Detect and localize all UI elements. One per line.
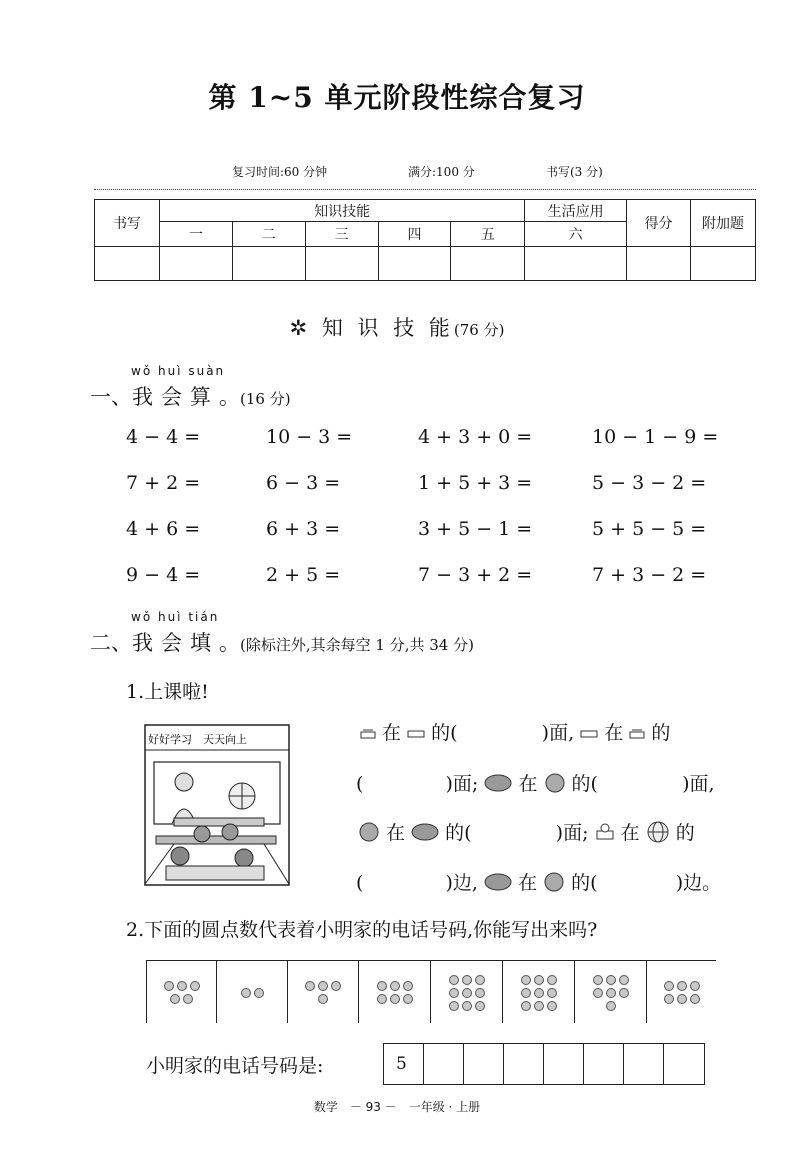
page-footer: 数学 － 93 － 一年级 · 上册 bbox=[313, 1100, 481, 1114]
dot-group bbox=[287, 961, 359, 1023]
dot bbox=[377, 994, 387, 1004]
dot bbox=[190, 981, 200, 991]
header-life: 生活应用 bbox=[525, 200, 627, 222]
q1-word: 我会算 bbox=[132, 385, 219, 409]
score-cell[interactable] bbox=[691, 246, 756, 280]
arithmetic-problem: 1 + 5 + 3 = bbox=[418, 472, 533, 494]
col-6: 六 bbox=[525, 222, 627, 246]
student-icon bbox=[544, 773, 566, 798]
student-icon bbox=[358, 822, 380, 847]
q1-number: 一、 bbox=[90, 385, 132, 409]
dot bbox=[606, 988, 616, 998]
section-name: 知 识 技 能 bbox=[321, 316, 454, 340]
score-cell[interactable] bbox=[627, 246, 691, 280]
dot bbox=[183, 994, 193, 1004]
dot-group bbox=[574, 961, 647, 1023]
dot bbox=[521, 1001, 531, 1011]
text-de: 的( bbox=[571, 773, 598, 795]
text-de: 的( bbox=[571, 872, 598, 894]
dot bbox=[449, 988, 459, 998]
dot bbox=[547, 988, 557, 998]
dot bbox=[449, 1001, 459, 1011]
text-zai: 在 bbox=[382, 722, 402, 744]
col-4: 四 bbox=[378, 222, 451, 246]
fill-line-1 bbox=[360, 718, 670, 745]
header-writing: 书写 bbox=[95, 200, 160, 247]
text-de: 的 bbox=[651, 722, 671, 744]
dot bbox=[475, 1001, 485, 1011]
flower-icon: ✲ bbox=[289, 316, 312, 340]
score-cell[interactable] bbox=[232, 246, 305, 280]
q2-points: (除标注外,其余每空 1 分,共 34 分) bbox=[240, 636, 474, 654]
writing-score: 书写(3 分) bbox=[546, 165, 603, 179]
dot bbox=[177, 981, 187, 991]
text-de: 的( bbox=[431, 722, 458, 744]
student-group-icon bbox=[484, 774, 512, 797]
dot bbox=[241, 988, 251, 998]
dot-group bbox=[216, 961, 288, 1023]
header-extra: 附加题 bbox=[691, 200, 756, 247]
dot bbox=[690, 981, 700, 991]
phone-digit-box[interactable] bbox=[544, 1044, 584, 1084]
dot-digit-strip bbox=[146, 960, 716, 1023]
text-bian: )边, bbox=[445, 872, 478, 894]
dot bbox=[475, 988, 485, 998]
text-zai: 在 bbox=[604, 722, 624, 744]
fill-line-2 bbox=[356, 769, 715, 798]
text-paren: ( bbox=[356, 773, 364, 795]
arithmetic-problem: 5 + 5 − 5 = bbox=[592, 518, 707, 540]
phone-digit-box[interactable] bbox=[424, 1044, 464, 1084]
text-mian: )面; bbox=[555, 822, 589, 844]
dot bbox=[377, 981, 387, 991]
arithmetic-problem: 4 − 4 = bbox=[126, 426, 201, 448]
dot bbox=[318, 981, 328, 991]
arithmetic-problem: 9 − 4 = bbox=[126, 564, 201, 586]
score-cell[interactable] bbox=[378, 246, 451, 280]
dotted-divider bbox=[94, 189, 756, 190]
arithmetic-problem: 7 − 3 + 2 = bbox=[418, 564, 533, 586]
score-cell[interactable] bbox=[305, 246, 378, 280]
dot bbox=[547, 975, 557, 985]
dot bbox=[403, 981, 413, 991]
dot bbox=[390, 994, 400, 1004]
dot-group bbox=[646, 961, 717, 1023]
dot bbox=[521, 988, 531, 998]
full-score: 满分:100 分 bbox=[408, 165, 475, 179]
text-zai: 在 bbox=[518, 872, 538, 894]
dot bbox=[677, 994, 687, 1004]
arithmetic-problem: 4 + 3 + 0 = bbox=[418, 426, 533, 448]
student-icon bbox=[543, 872, 565, 897]
arithmetic-problem: 7 + 2 = bbox=[126, 472, 201, 494]
dot-group bbox=[358, 961, 431, 1023]
dot bbox=[462, 988, 472, 998]
fill-line-3 bbox=[358, 818, 695, 849]
dot bbox=[534, 1001, 544, 1011]
col-2: 二 bbox=[232, 222, 305, 246]
fill-line-4 bbox=[356, 868, 721, 897]
col-1: 一 bbox=[159, 222, 232, 246]
review-time: 复习时间:60 分钟 bbox=[232, 165, 328, 179]
q2-heading bbox=[90, 627, 474, 657]
classroom-illustration bbox=[144, 724, 290, 886]
phone-digit-box[interactable]: 5 bbox=[384, 1044, 424, 1084]
phone-digit-box[interactable] bbox=[464, 1044, 504, 1084]
page-title: 第 1~5 单元阶段性综合复习 bbox=[208, 81, 586, 114]
dot bbox=[318, 994, 328, 1004]
arithmetic-problem: 3 + 5 − 1 = bbox=[418, 518, 533, 540]
dot-group bbox=[502, 961, 575, 1023]
phone-label: 小明家的电话号码是: bbox=[146, 1055, 324, 1077]
dot bbox=[254, 988, 264, 998]
q2-word: 我会填 bbox=[132, 631, 219, 655]
dot bbox=[619, 988, 629, 998]
q1-pinyin: wǒ huì suàn bbox=[131, 364, 226, 378]
desk-icon bbox=[580, 723, 598, 745]
dot bbox=[534, 975, 544, 985]
arithmetic-problem: 10 − 3 = bbox=[266, 426, 353, 448]
text-paren: ( bbox=[356, 872, 364, 894]
q2-pinyin: wǒ huì tián bbox=[131, 610, 220, 624]
phone-digit-box[interactable] bbox=[504, 1044, 544, 1084]
arithmetic-problem: 6 − 3 = bbox=[266, 472, 341, 494]
dot bbox=[403, 994, 413, 1004]
arithmetic-problem: 10 − 1 − 9 = bbox=[592, 426, 719, 448]
text-mian: )面, bbox=[541, 722, 575, 744]
dot bbox=[593, 975, 603, 985]
header-score: 得分 bbox=[627, 200, 691, 247]
phone-digit-box[interactable] bbox=[624, 1044, 664, 1084]
dot bbox=[449, 975, 459, 985]
score-cell[interactable] bbox=[451, 246, 525, 280]
arithmetic-problem: 7 + 3 − 2 = bbox=[592, 564, 707, 586]
dot bbox=[170, 994, 180, 1004]
banner-text: 好好学习 天天向上 bbox=[148, 733, 247, 746]
teacher-icon bbox=[595, 823, 615, 846]
text-de: 的( bbox=[445, 822, 472, 844]
text-zai: 在 bbox=[386, 822, 406, 844]
col-5: 五 bbox=[451, 222, 525, 246]
section-heading bbox=[0, 312, 794, 342]
section-points: (76 分) bbox=[453, 321, 505, 339]
score-cell[interactable] bbox=[95, 246, 160, 280]
dot bbox=[305, 981, 315, 991]
score-cell[interactable] bbox=[525, 246, 627, 280]
header-knowledge: 知识技能 bbox=[159, 200, 524, 222]
q1-heading bbox=[90, 381, 291, 411]
score-cell[interactable] bbox=[159, 246, 232, 280]
dot bbox=[331, 981, 341, 991]
board-icon bbox=[629, 723, 645, 745]
dot bbox=[664, 994, 674, 1004]
dot-group bbox=[146, 961, 217, 1023]
arithmetic-problem: 4 + 6 = bbox=[126, 518, 201, 540]
text-zai: 在 bbox=[620, 822, 640, 844]
board-icon bbox=[360, 723, 376, 745]
sub2-label: 2.下面的圆点数代表着小明家的电话号码,你能写出来吗? bbox=[126, 919, 598, 941]
phone-digit-box[interactable] bbox=[584, 1044, 624, 1084]
arithmetic-problem: 2 + 5 = bbox=[266, 564, 341, 586]
phone-digit-box[interactable] bbox=[664, 1044, 704, 1084]
dot bbox=[619, 975, 629, 985]
dot bbox=[475, 975, 485, 985]
dot bbox=[606, 975, 616, 985]
q2-dot: 。 bbox=[219, 631, 240, 655]
text-de: 的 bbox=[675, 822, 695, 844]
globe-icon bbox=[646, 820, 670, 849]
dot bbox=[664, 981, 674, 991]
student-group-icon bbox=[411, 823, 439, 846]
dot bbox=[390, 981, 400, 991]
dot bbox=[462, 975, 472, 985]
dot bbox=[462, 1001, 472, 1011]
dot bbox=[677, 981, 687, 991]
arithmetic-problem: 6 + 3 = bbox=[266, 518, 341, 540]
q1-points: (16 分) bbox=[240, 390, 291, 408]
dot bbox=[164, 981, 174, 991]
text-bian: )边。 bbox=[675, 872, 722, 894]
q2-number: 二、 bbox=[90, 631, 132, 655]
dot bbox=[547, 1001, 557, 1011]
phone-answer-boxes bbox=[383, 1043, 705, 1085]
text-mian: )面; bbox=[445, 773, 479, 795]
score-table bbox=[94, 199, 756, 281]
dot bbox=[606, 1001, 616, 1011]
sub1-label: 1.上课啦! bbox=[126, 681, 209, 703]
desk-icon bbox=[407, 723, 425, 745]
dot bbox=[593, 988, 603, 998]
dot bbox=[521, 975, 531, 985]
col-3: 三 bbox=[305, 222, 378, 246]
dot bbox=[690, 994, 700, 1004]
arithmetic-problem: 5 − 3 − 2 = bbox=[592, 472, 707, 494]
dot bbox=[534, 988, 544, 998]
text-zai: 在 bbox=[518, 773, 538, 795]
dot-group bbox=[430, 961, 503, 1023]
text-mian: )面, bbox=[682, 773, 715, 795]
student-group-icon bbox=[484, 873, 512, 896]
q1-dot: 。 bbox=[219, 385, 240, 409]
